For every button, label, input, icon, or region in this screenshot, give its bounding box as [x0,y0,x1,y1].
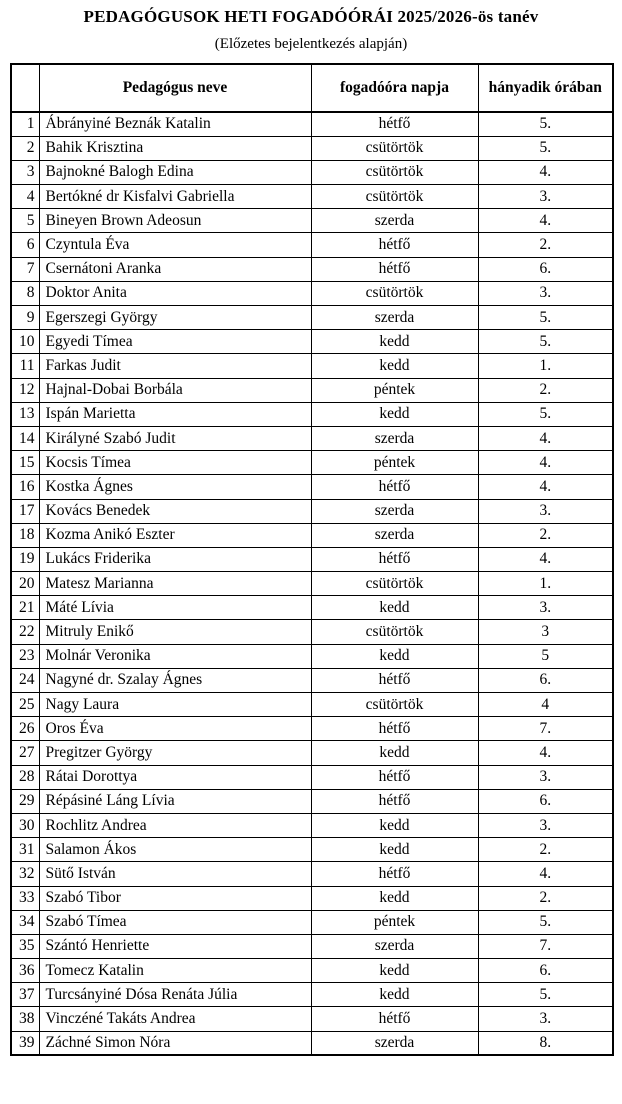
hour-cell: 5. [478,983,613,1007]
table-row [11,668,613,692]
day-cell: péntek [311,910,478,934]
row-number: 26 [11,717,39,741]
row-number: 12 [11,378,39,402]
teacher-name-cell: Szabó Tímea [39,910,311,934]
day-cell: hétfő [311,717,478,741]
day-cell: kedd [311,596,478,620]
table-row [11,1031,613,1055]
teacher-name-cell: Rátai Dorottya [39,765,311,789]
hour-cell: 6. [478,789,613,813]
table-row [11,862,613,886]
teacher-name-cell: Oros Éva [39,717,311,741]
hour-cell: 4. [478,862,613,886]
day-cell: hétfő [311,1007,478,1031]
teacher-name-cell: Mitruly Enikő [39,620,311,644]
row-number: 1 [11,112,39,136]
hour-cell: 5. [478,112,613,136]
day-cell: hétfő [311,257,478,281]
table-row [11,1007,613,1031]
teacher-name-cell: Farkas Judit [39,354,311,378]
header-hour: hányadik órában [478,64,613,112]
teacher-name-cell: Királyné Szabó Judit [39,426,311,450]
day-cell: szerda [311,934,478,958]
table-row [11,693,613,717]
teacher-name-cell: Rochlitz Andrea [39,813,311,837]
row-number: 5 [11,209,39,233]
hour-cell: 4 [478,693,613,717]
hour-cell: 3. [478,185,613,209]
teacher-name-cell: Vinczéné Takáts Andrea [39,1007,311,1031]
table-row [11,983,613,1007]
table-row [11,378,613,402]
teacher-name-cell: Szabó Tibor [39,886,311,910]
table-row [11,136,613,160]
table-row [11,451,613,475]
table-row [11,354,613,378]
row-number: 20 [11,572,39,596]
teacher-name-cell: Záchné Simon Nóra [39,1031,311,1055]
table-row [11,572,613,596]
teacher-name-cell: Molnár Veronika [39,644,311,668]
row-number: 32 [11,862,39,886]
hour-cell: 5. [478,910,613,934]
row-number: 33 [11,886,39,910]
hour-cell: 3. [478,499,613,523]
hour-cell: 4. [478,160,613,184]
schedule-table [10,63,614,1056]
day-cell: hétfő [311,475,478,499]
row-number: 23 [11,644,39,668]
table-row [11,499,613,523]
teacher-name-cell: Bahik Krisztina [39,136,311,160]
row-number: 22 [11,620,39,644]
hour-cell: 5. [478,306,613,330]
day-cell: hétfő [311,862,478,886]
hour-cell: 3. [478,596,613,620]
hour-cell: 6. [478,668,613,692]
teacher-name-cell: Doktor Anita [39,281,311,305]
row-number: 15 [11,451,39,475]
table-row [11,233,613,257]
day-cell: kedd [311,886,478,910]
hour-cell: 5. [478,330,613,354]
day-cell: szerda [311,209,478,233]
hour-cell: 3 [478,620,613,644]
row-number: 2 [11,136,39,160]
day-cell: hétfő [311,765,478,789]
hour-cell: 4. [478,426,613,450]
row-number: 6 [11,233,39,257]
day-cell: kedd [311,330,478,354]
row-number: 13 [11,402,39,426]
day-cell: kedd [311,983,478,1007]
day-cell: hétfő [311,112,478,136]
day-cell: hétfő [311,668,478,692]
day-cell: szerda [311,306,478,330]
table-row [11,475,613,499]
hour-cell: 4. [478,741,613,765]
row-number: 3 [11,160,39,184]
teacher-name-cell: Kocsis Tímea [39,451,311,475]
teacher-name-cell: Nagyné dr. Szalay Ágnes [39,668,311,692]
day-cell: csütörtök [311,620,478,644]
teacher-name-cell: Ábrányiné Beznák Katalin [39,112,311,136]
table-row [11,934,613,958]
table-header-row [11,64,613,112]
day-cell: csütörtök [311,185,478,209]
header-teacher-name: Pedagógus neve [39,64,311,112]
row-number: 18 [11,523,39,547]
teacher-name-cell: Répásiné Láng Lívia [39,789,311,813]
day-cell: kedd [311,741,478,765]
table-row [11,547,613,571]
page-subtitle: (Előzetes bejelentkezés alapján) [214,36,408,52]
day-cell: szerda [311,426,478,450]
teacher-name-cell: Sütő István [39,862,311,886]
teacher-name-cell: Pregitzer György [39,741,311,765]
row-number: 31 [11,838,39,862]
row-number: 39 [11,1031,39,1055]
table-row [11,596,613,620]
hour-cell: 2. [478,378,613,402]
row-number: 17 [11,499,39,523]
row-number: 21 [11,596,39,620]
row-number: 4 [11,185,39,209]
table-row [11,789,613,813]
day-cell: csütörtök [311,281,478,305]
row-number: 16 [11,475,39,499]
teacher-name-cell: Bineyen Brown Adeosun [39,209,311,233]
day-cell: csütörtök [311,693,478,717]
teacher-name-cell: Kostka Ágnes [39,475,311,499]
row-number: 24 [11,668,39,692]
hour-cell: 3. [478,765,613,789]
day-cell: csütörtök [311,160,478,184]
teacher-name-cell: Turcsányiné Dósa Renáta Júlia [39,983,311,1007]
row-number: 25 [11,693,39,717]
hour-cell: 4. [478,475,613,499]
table-row [11,160,613,184]
hour-cell: 6. [478,257,613,281]
table-row [11,910,613,934]
teacher-name-cell: Ispán Marietta [39,402,311,426]
table-row [11,765,613,789]
hour-cell: 5. [478,136,613,160]
page-title: PEDAGÓGUSOK HETI FOGADÓÓRÁI 2025/2026-ös tanév [83,7,539,26]
header-day: fogadóóra napja [311,64,478,112]
row-number: 36 [11,959,39,983]
table-row [11,741,613,765]
table-row [11,620,613,644]
teacher-name-cell: Czyntula Éva [39,233,311,257]
table-row [11,209,613,233]
table-row [11,185,613,209]
teacher-name-cell: Nagy Laura [39,693,311,717]
row-number: 9 [11,306,39,330]
teacher-name-cell: Hajnal-Dobai Borbála [39,378,311,402]
row-number: 8 [11,281,39,305]
day-cell: hétfő [311,789,478,813]
row-number: 19 [11,547,39,571]
row-number: 29 [11,789,39,813]
teacher-name-cell: Egerszegi György [39,306,311,330]
header-number [11,64,39,112]
schedule-table-body [11,112,613,1055]
day-cell: kedd [311,354,478,378]
day-cell: kedd [311,402,478,426]
day-cell: szerda [311,1031,478,1055]
hour-cell: 2. [478,523,613,547]
row-number: 35 [11,934,39,958]
teacher-name-cell: Máté Lívia [39,596,311,620]
hour-cell: 1. [478,354,613,378]
row-number: 38 [11,1007,39,1031]
teacher-name-cell: Kovács Benedek [39,499,311,523]
table-row [11,959,613,983]
teacher-name-cell: Szántó Henriette [39,934,311,958]
hour-cell: 4. [478,451,613,475]
day-cell: péntek [311,451,478,475]
table-row [11,717,613,741]
table-row [11,886,613,910]
table-row [11,644,613,668]
table-row [11,838,613,862]
hour-cell: 2. [478,838,613,862]
teacher-name-cell: Bajnokné Balogh Edina [39,160,311,184]
row-number: 27 [11,741,39,765]
teacher-name-cell: Lukács Friderika [39,547,311,571]
hour-cell: 1. [478,572,613,596]
hour-cell: 6. [478,959,613,983]
hour-cell: 8. [478,1031,613,1055]
teacher-name-cell: Bertókné dr Kisfalvi Gabriella [39,185,311,209]
hour-cell: 2. [478,886,613,910]
row-number: 34 [11,910,39,934]
teacher-name-cell: Tomecz Katalin [39,959,311,983]
table-row [11,402,613,426]
table-row [11,523,613,547]
table-row [11,281,613,305]
hour-cell: 7. [478,934,613,958]
table-row [11,306,613,330]
table-row [11,112,613,136]
hour-cell: 3. [478,281,613,305]
hour-cell: 7. [478,717,613,741]
day-cell: kedd [311,838,478,862]
table-row [11,257,613,281]
table-row [11,426,613,450]
day-cell: hétfő [311,233,478,257]
day-cell: hétfő [311,547,478,571]
table-row [11,813,613,837]
day-cell: kedd [311,959,478,983]
day-cell: csütörtök [311,572,478,596]
teacher-name-cell: Csernátoni Aranka [39,257,311,281]
table-row [11,330,613,354]
row-number: 7 [11,257,39,281]
row-number: 28 [11,765,39,789]
row-number: 10 [11,330,39,354]
day-cell: kedd [311,813,478,837]
row-number: 37 [11,983,39,1007]
row-number: 11 [11,354,39,378]
hour-cell: 3. [478,813,613,837]
day-cell: csütörtök [311,136,478,160]
day-cell: szerda [311,499,478,523]
hour-cell: 4. [478,547,613,571]
hour-cell: 5 [478,644,613,668]
hour-cell: 2. [478,233,613,257]
teacher-name-cell: Matesz Marianna [39,572,311,596]
day-cell: kedd [311,644,478,668]
teacher-name-cell: Kozma Anikó Eszter [39,523,311,547]
row-number: 30 [11,813,39,837]
teacher-name-cell: Egyedi Tímea [39,330,311,354]
teacher-name-cell: Salamon Ákos [39,838,311,862]
hour-cell: 5. [478,402,613,426]
hour-cell: 4. [478,209,613,233]
hour-cell: 3. [478,1007,613,1031]
day-cell: szerda [311,523,478,547]
day-cell: péntek [311,378,478,402]
row-number: 14 [11,426,39,450]
